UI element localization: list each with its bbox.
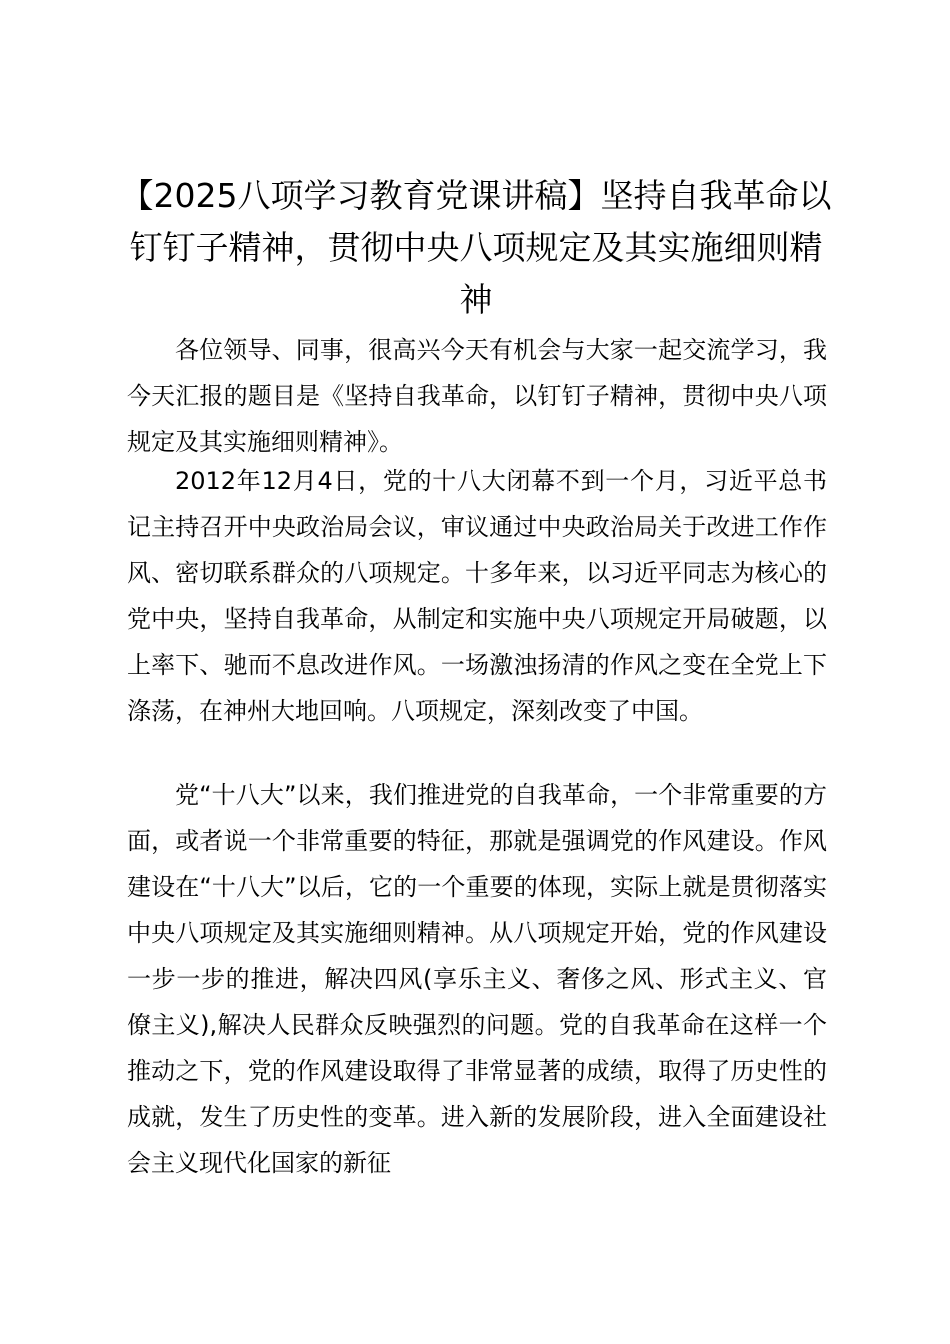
body-paragraph-intro: 各位领导、同事，很高兴今天有机会与大家一起交流学习，我今天汇报的题目是《坚持自我革命，以钉钉子精神，贯彻中央八项规定及其实施细则精神》。 xyxy=(127,336,827,456)
body-paragraph-history: 2012年12月4日，党的十八大闭幕不到一个月，习近平总书记主持召开中央政治局会议，审议通过中央政治局关于改进工作作风、密切联系群众的八项规定。十多年来，以习近平同志为核心的党中央，坚持自我革命，从制定和实施中央八项规定开局破题，以上率下、驰而不息改进作风。一场激浊扬清的作风之变在全党上下涤荡，在神州大地回响。八项规定，深刻改变了中国。 xyxy=(127,467,827,725)
document-title: 【2025八项学习教育党课讲稿】坚持自我革命以钉钉子精神，贯彻中央八项规定及其实施细则精神 xyxy=(120,176,832,319)
body-paragraph-work-style: 党“十八大”以来，我们推进党的自我革命，一个非常重要的方面，或者说一个非常重要的特征，那就是强调党的作风建设。作风建设在“十八大”以后，它的一个重要的体现，实际上就是贯彻落实中央八项规定及其实施细则精神。从八项规定开始，党的作风建设一步一步的推进，解决四风(享乐主义、奢侈之风、形式主义、官僚主义),解决人民群众反映强烈的问题。党的自我革命在这样一个推动之下，党的作风建设取得了非常显著的成绩，取得了历史性的成就，发生了历史性的变革。进入新的发展阶段，进入全面建设社会主义现代化国家的新征 xyxy=(127,781,827,1177)
